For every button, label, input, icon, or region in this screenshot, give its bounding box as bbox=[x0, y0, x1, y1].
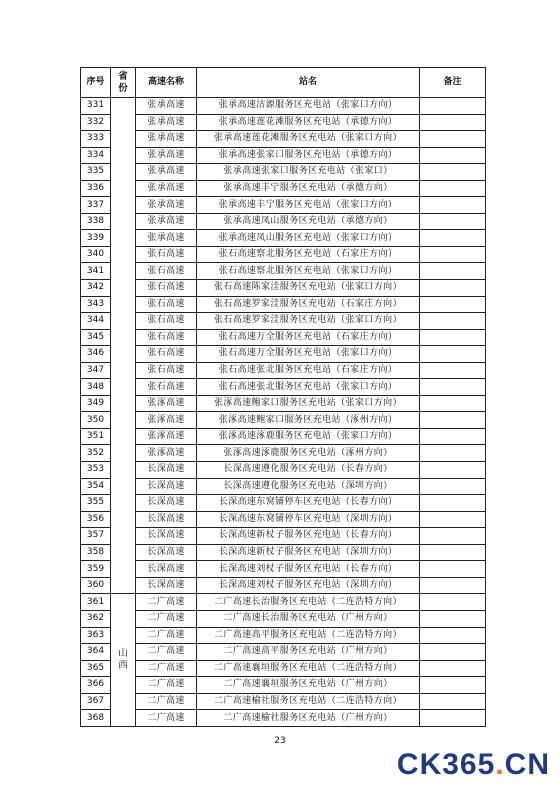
cell-station: 张石高速陈家洼服务区充电站（张家口方向） bbox=[197, 280, 420, 297]
cell-remark bbox=[420, 561, 486, 578]
cell-seq: 357 bbox=[81, 528, 111, 545]
table-row bbox=[81, 627, 486, 644]
cell-highway: 张石高速 bbox=[136, 280, 197, 297]
table-row bbox=[81, 445, 486, 462]
table-row bbox=[81, 379, 486, 396]
cell-remark bbox=[420, 610, 486, 627]
table-row bbox=[81, 362, 486, 379]
cell-highway: 张承高速 bbox=[136, 180, 197, 197]
cell-station: 长深高速刘杖子服务区充电站（深圳方向） bbox=[197, 577, 420, 594]
cell-station: 长深高速东窝铺停车区充电站（长春方向） bbox=[197, 495, 420, 512]
cell-highway: 张涿高速 bbox=[136, 412, 197, 429]
cell-highway: 张承高速 bbox=[136, 197, 197, 214]
cell-station: 长深高速东窝铺停车区充电站（深圳方向） bbox=[197, 511, 420, 528]
cell-seq: 343 bbox=[81, 296, 111, 313]
table-row bbox=[81, 710, 486, 727]
cell-remark bbox=[420, 164, 486, 181]
cell-remark bbox=[420, 296, 486, 313]
cell-seq: 350 bbox=[81, 412, 111, 429]
table-row bbox=[81, 428, 486, 445]
cell-remark bbox=[420, 412, 486, 429]
table-row bbox=[81, 164, 486, 181]
cell-highway: 长深高速 bbox=[136, 462, 197, 479]
table-row bbox=[81, 544, 486, 561]
cell-station: 张石高速万全服务区充电站（石家庄方向） bbox=[197, 329, 420, 346]
cell-station: 张石高速罗家洼服务区充电站（石家庄方向） bbox=[197, 296, 420, 313]
cell-seq: 365 bbox=[81, 660, 111, 677]
cell-seq: 339 bbox=[81, 230, 111, 247]
watermark-tld: CN bbox=[504, 748, 550, 781]
cell-remark bbox=[420, 131, 486, 148]
cell-seq: 338 bbox=[81, 213, 111, 230]
cell-remark bbox=[420, 230, 486, 247]
cell-seq: 342 bbox=[81, 280, 111, 297]
cell-station: 张承高速张家口服务区充电站（张家口） bbox=[197, 164, 420, 181]
watermark-main: CK365 bbox=[396, 748, 496, 781]
table-row bbox=[81, 693, 486, 710]
cell-seq: 349 bbox=[81, 395, 111, 412]
cell-station: 张石高速万全服务区充电站（张家口方向） bbox=[197, 346, 420, 363]
table-row bbox=[81, 462, 486, 479]
cell-highway: 张承高速 bbox=[136, 213, 197, 230]
cell-remark bbox=[420, 147, 486, 164]
table-row bbox=[81, 131, 486, 148]
cell-seq: 360 bbox=[81, 577, 111, 594]
cell-highway: 张石高速 bbox=[136, 296, 197, 313]
cell-highway: 长深高速 bbox=[136, 478, 197, 495]
cell-remark bbox=[420, 263, 486, 280]
cell-seq: 340 bbox=[81, 246, 111, 263]
table-row bbox=[81, 296, 486, 313]
table-row bbox=[81, 246, 486, 263]
cell-remark bbox=[420, 114, 486, 131]
cell-seq: 346 bbox=[81, 346, 111, 363]
cell-seq: 368 bbox=[81, 710, 111, 727]
cell-station: 张承高速丰宁服务区充电站（张家口方向） bbox=[197, 197, 420, 214]
cell-seq: 331 bbox=[81, 98, 111, 115]
cell-seq: 348 bbox=[81, 379, 111, 396]
table-row bbox=[81, 197, 486, 214]
cell-seq: 352 bbox=[81, 445, 111, 462]
cell-station: 张承高速莲花滩服务区充电站（张家口方向） bbox=[197, 131, 420, 148]
table-header-row bbox=[81, 68, 486, 98]
cell-station: 张石高速罗家洼服务区充电站（张家口方向） bbox=[197, 313, 420, 330]
cell-seq: 337 bbox=[81, 197, 111, 214]
cell-remark bbox=[420, 395, 486, 412]
cell-highway: 张石高速 bbox=[136, 313, 197, 330]
cell-highway: 长深高速 bbox=[136, 495, 197, 512]
table-body bbox=[81, 98, 486, 727]
cell-seq: 359 bbox=[81, 561, 111, 578]
cell-seq: 353 bbox=[81, 462, 111, 479]
cell-remark bbox=[420, 313, 486, 330]
cell-station: 长深高速遵化服务区充电站（长春方向） bbox=[197, 462, 420, 479]
table-row bbox=[81, 395, 486, 412]
table-row bbox=[81, 213, 486, 230]
table-row bbox=[81, 180, 486, 197]
cell-highway: 二广高速 bbox=[136, 644, 197, 661]
cell-highway: 二广高速 bbox=[136, 610, 197, 627]
watermark-dot: . bbox=[495, 748, 505, 781]
cell-remark bbox=[420, 594, 486, 611]
cell-station: 张承高速张家口服务区充电站（承德方向） bbox=[197, 147, 420, 164]
cell-highway: 张石高速 bbox=[136, 346, 197, 363]
cell-highway: 张石高速 bbox=[136, 329, 197, 346]
cell-seq: 336 bbox=[81, 180, 111, 197]
cell-seq: 334 bbox=[81, 147, 111, 164]
header-remark: 备注 bbox=[420, 68, 486, 98]
table-row bbox=[81, 677, 486, 694]
cell-highway: 二广高速 bbox=[136, 660, 197, 677]
cell-highway: 张涿高速 bbox=[136, 395, 197, 412]
cell-remark bbox=[420, 511, 486, 528]
header-highway: 高速名称 bbox=[136, 68, 197, 98]
cell-remark bbox=[420, 693, 486, 710]
cell-station: 二广高速长治服务区充电站（广州方向） bbox=[197, 610, 420, 627]
cell-seq: 354 bbox=[81, 478, 111, 495]
table-row bbox=[81, 412, 486, 429]
station-table bbox=[80, 67, 486, 727]
cell-station: 张石高速张北服务区充电站（石家庄方向） bbox=[197, 362, 420, 379]
cell-remark bbox=[420, 677, 486, 694]
table-row bbox=[81, 114, 486, 131]
cell-province bbox=[111, 98, 136, 594]
cell-remark bbox=[420, 246, 486, 263]
cell-remark bbox=[420, 660, 486, 677]
cell-remark bbox=[420, 346, 486, 363]
cell-station: 张承高速凤山服务区充电站（承德方向） bbox=[197, 213, 420, 230]
cell-station: 长深高速新杖子服务区充电站（深圳方向） bbox=[197, 544, 420, 561]
cell-highway: 二广高速 bbox=[136, 594, 197, 611]
cell-remark bbox=[420, 710, 486, 727]
page-number: 23 bbox=[274, 736, 286, 746]
cell-station: 二广高速榆社服务区充电站（二连浩特方向） bbox=[197, 693, 420, 710]
header-province: 省份 bbox=[111, 68, 136, 98]
cell-station: 张承高速丰宁服务区充电站（承德方向） bbox=[197, 180, 420, 197]
table-row bbox=[81, 147, 486, 164]
cell-highway: 张承高速 bbox=[136, 230, 197, 247]
cell-highway: 张承高速 bbox=[136, 147, 197, 164]
table-row bbox=[81, 511, 486, 528]
cell-remark bbox=[420, 180, 486, 197]
cell-seq: 347 bbox=[81, 362, 111, 379]
cell-remark bbox=[420, 495, 486, 512]
cell-remark bbox=[420, 98, 486, 115]
cell-highway: 张石高速 bbox=[136, 362, 197, 379]
cell-highway: 二广高速 bbox=[136, 677, 197, 694]
cell-seq: 333 bbox=[81, 131, 111, 148]
header-station: 站名 bbox=[197, 68, 420, 98]
cell-station: 张石高速张北服务区充电站（张家口方向） bbox=[197, 379, 420, 396]
cell-remark bbox=[420, 280, 486, 297]
cell-highway: 二广高速 bbox=[136, 627, 197, 644]
table-row bbox=[81, 594, 486, 611]
table-row bbox=[81, 660, 486, 677]
cell-remark bbox=[420, 213, 486, 230]
cell-station: 张石高速察北服务区充电站（石家庄方向） bbox=[197, 246, 420, 263]
table-row bbox=[81, 561, 486, 578]
cell-seq: 355 bbox=[81, 495, 111, 512]
cell-station: 长深高速遵化服务区充电站（深圳方向） bbox=[197, 478, 420, 495]
cell-remark bbox=[420, 544, 486, 561]
table-row bbox=[81, 495, 486, 512]
cell-seq: 366 bbox=[81, 677, 111, 694]
table-row bbox=[81, 610, 486, 627]
cell-station: 张承高速莲花滩服务区充电站（承德方向） bbox=[197, 114, 420, 131]
cell-remark bbox=[420, 362, 486, 379]
cell-highway: 张承高速 bbox=[136, 114, 197, 131]
cell-remark bbox=[420, 379, 486, 396]
cell-remark bbox=[420, 428, 486, 445]
cell-seq: 362 bbox=[81, 610, 111, 627]
cell-highway: 长深高速 bbox=[136, 577, 197, 594]
cell-highway: 张石高速 bbox=[136, 246, 197, 263]
cell-remark bbox=[420, 445, 486, 462]
cell-station: 二广高速高平服务区充电站（广州方向） bbox=[197, 644, 420, 661]
cell-seq: 351 bbox=[81, 428, 111, 445]
cell-station: 张承高速凤山服务区充电站（张家口方向） bbox=[197, 230, 420, 247]
province-label: 山西 bbox=[118, 648, 128, 672]
cell-station: 二广高速襄垣服务区充电站（二连浩特方向） bbox=[197, 660, 420, 677]
cell-remark bbox=[420, 197, 486, 214]
cell-seq: 335 bbox=[81, 164, 111, 181]
cell-highway: 张涿高速 bbox=[136, 445, 197, 462]
table-row bbox=[81, 528, 486, 545]
cell-seq: 363 bbox=[81, 627, 111, 644]
table-row bbox=[81, 280, 486, 297]
cell-station: 张涿高速涿鹿服务区充电站（张家口方向） bbox=[197, 428, 420, 445]
cell-station: 长深高速刘杖子服务区充电站（长春方向） bbox=[197, 561, 420, 578]
cell-province bbox=[111, 594, 136, 726]
cell-station: 二广高速高平服务区充电站（二连浩特方向） bbox=[197, 627, 420, 644]
cell-seq: 345 bbox=[81, 329, 111, 346]
cell-station: 二广高速榆社服务区充电站（广州方向） bbox=[197, 710, 420, 727]
table-row bbox=[81, 644, 486, 661]
cell-seq: 341 bbox=[81, 263, 111, 280]
cell-highway: 张石高速 bbox=[136, 263, 197, 280]
cell-remark bbox=[420, 577, 486, 594]
table-row bbox=[81, 577, 486, 594]
cell-highway: 张承高速 bbox=[136, 164, 197, 181]
cell-station: 张涿高速涿鹿服务区充电站（涿州方向） bbox=[197, 445, 420, 462]
table-row bbox=[81, 329, 486, 346]
table-row bbox=[81, 98, 486, 115]
cell-highway: 张承高速 bbox=[136, 131, 197, 148]
cell-seq: 361 bbox=[81, 594, 111, 611]
cell-highway: 长深高速 bbox=[136, 511, 197, 528]
cell-station: 二广高速襄垣服务区充电站（广州方向） bbox=[197, 677, 420, 694]
cell-seq: 367 bbox=[81, 693, 111, 710]
cell-station: 张涿高速鲍家口服务区充电站（涿州方向） bbox=[197, 412, 420, 429]
cell-station: 张涿高速鲍家口服务区充电站（张家口方向） bbox=[197, 395, 420, 412]
cell-seq: 356 bbox=[81, 511, 111, 528]
cell-remark bbox=[420, 329, 486, 346]
cell-seq: 344 bbox=[81, 313, 111, 330]
table-row bbox=[81, 263, 486, 280]
cell-remark bbox=[420, 627, 486, 644]
cell-station: 张石高速察北服务区充电站（张家口方向） bbox=[197, 263, 420, 280]
cell-highway: 二广高速 bbox=[136, 710, 197, 727]
table-row bbox=[81, 230, 486, 247]
header-seq: 序号 bbox=[81, 68, 111, 98]
cell-seq: 364 bbox=[81, 644, 111, 661]
cell-remark bbox=[420, 528, 486, 545]
cell-remark bbox=[420, 644, 486, 661]
cell-highway: 张石高速 bbox=[136, 379, 197, 396]
cell-highway: 二广高速 bbox=[136, 693, 197, 710]
cell-seq: 332 bbox=[81, 114, 111, 131]
cell-highway: 长深高速 bbox=[136, 528, 197, 545]
cell-remark bbox=[420, 478, 486, 495]
cell-highway: 张承高速 bbox=[136, 98, 197, 115]
cell-seq: 358 bbox=[81, 544, 111, 561]
table-row bbox=[81, 478, 486, 495]
cell-station: 长深高速新杖子服务区充电站（长春方向） bbox=[197, 528, 420, 545]
table-row bbox=[81, 313, 486, 330]
cell-station: 二广高速长治服务区充电站（二连浩特方向） bbox=[197, 594, 420, 611]
cell-highway: 长深高速 bbox=[136, 544, 197, 561]
watermark-logo bbox=[397, 745, 550, 785]
cell-station: 张承高速沽源服务区充电站（张家口方向） bbox=[197, 98, 420, 115]
cell-highway: 张涿高速 bbox=[136, 428, 197, 445]
table-row bbox=[81, 346, 486, 363]
cell-highway: 长深高速 bbox=[136, 561, 197, 578]
cell-remark bbox=[420, 462, 486, 479]
